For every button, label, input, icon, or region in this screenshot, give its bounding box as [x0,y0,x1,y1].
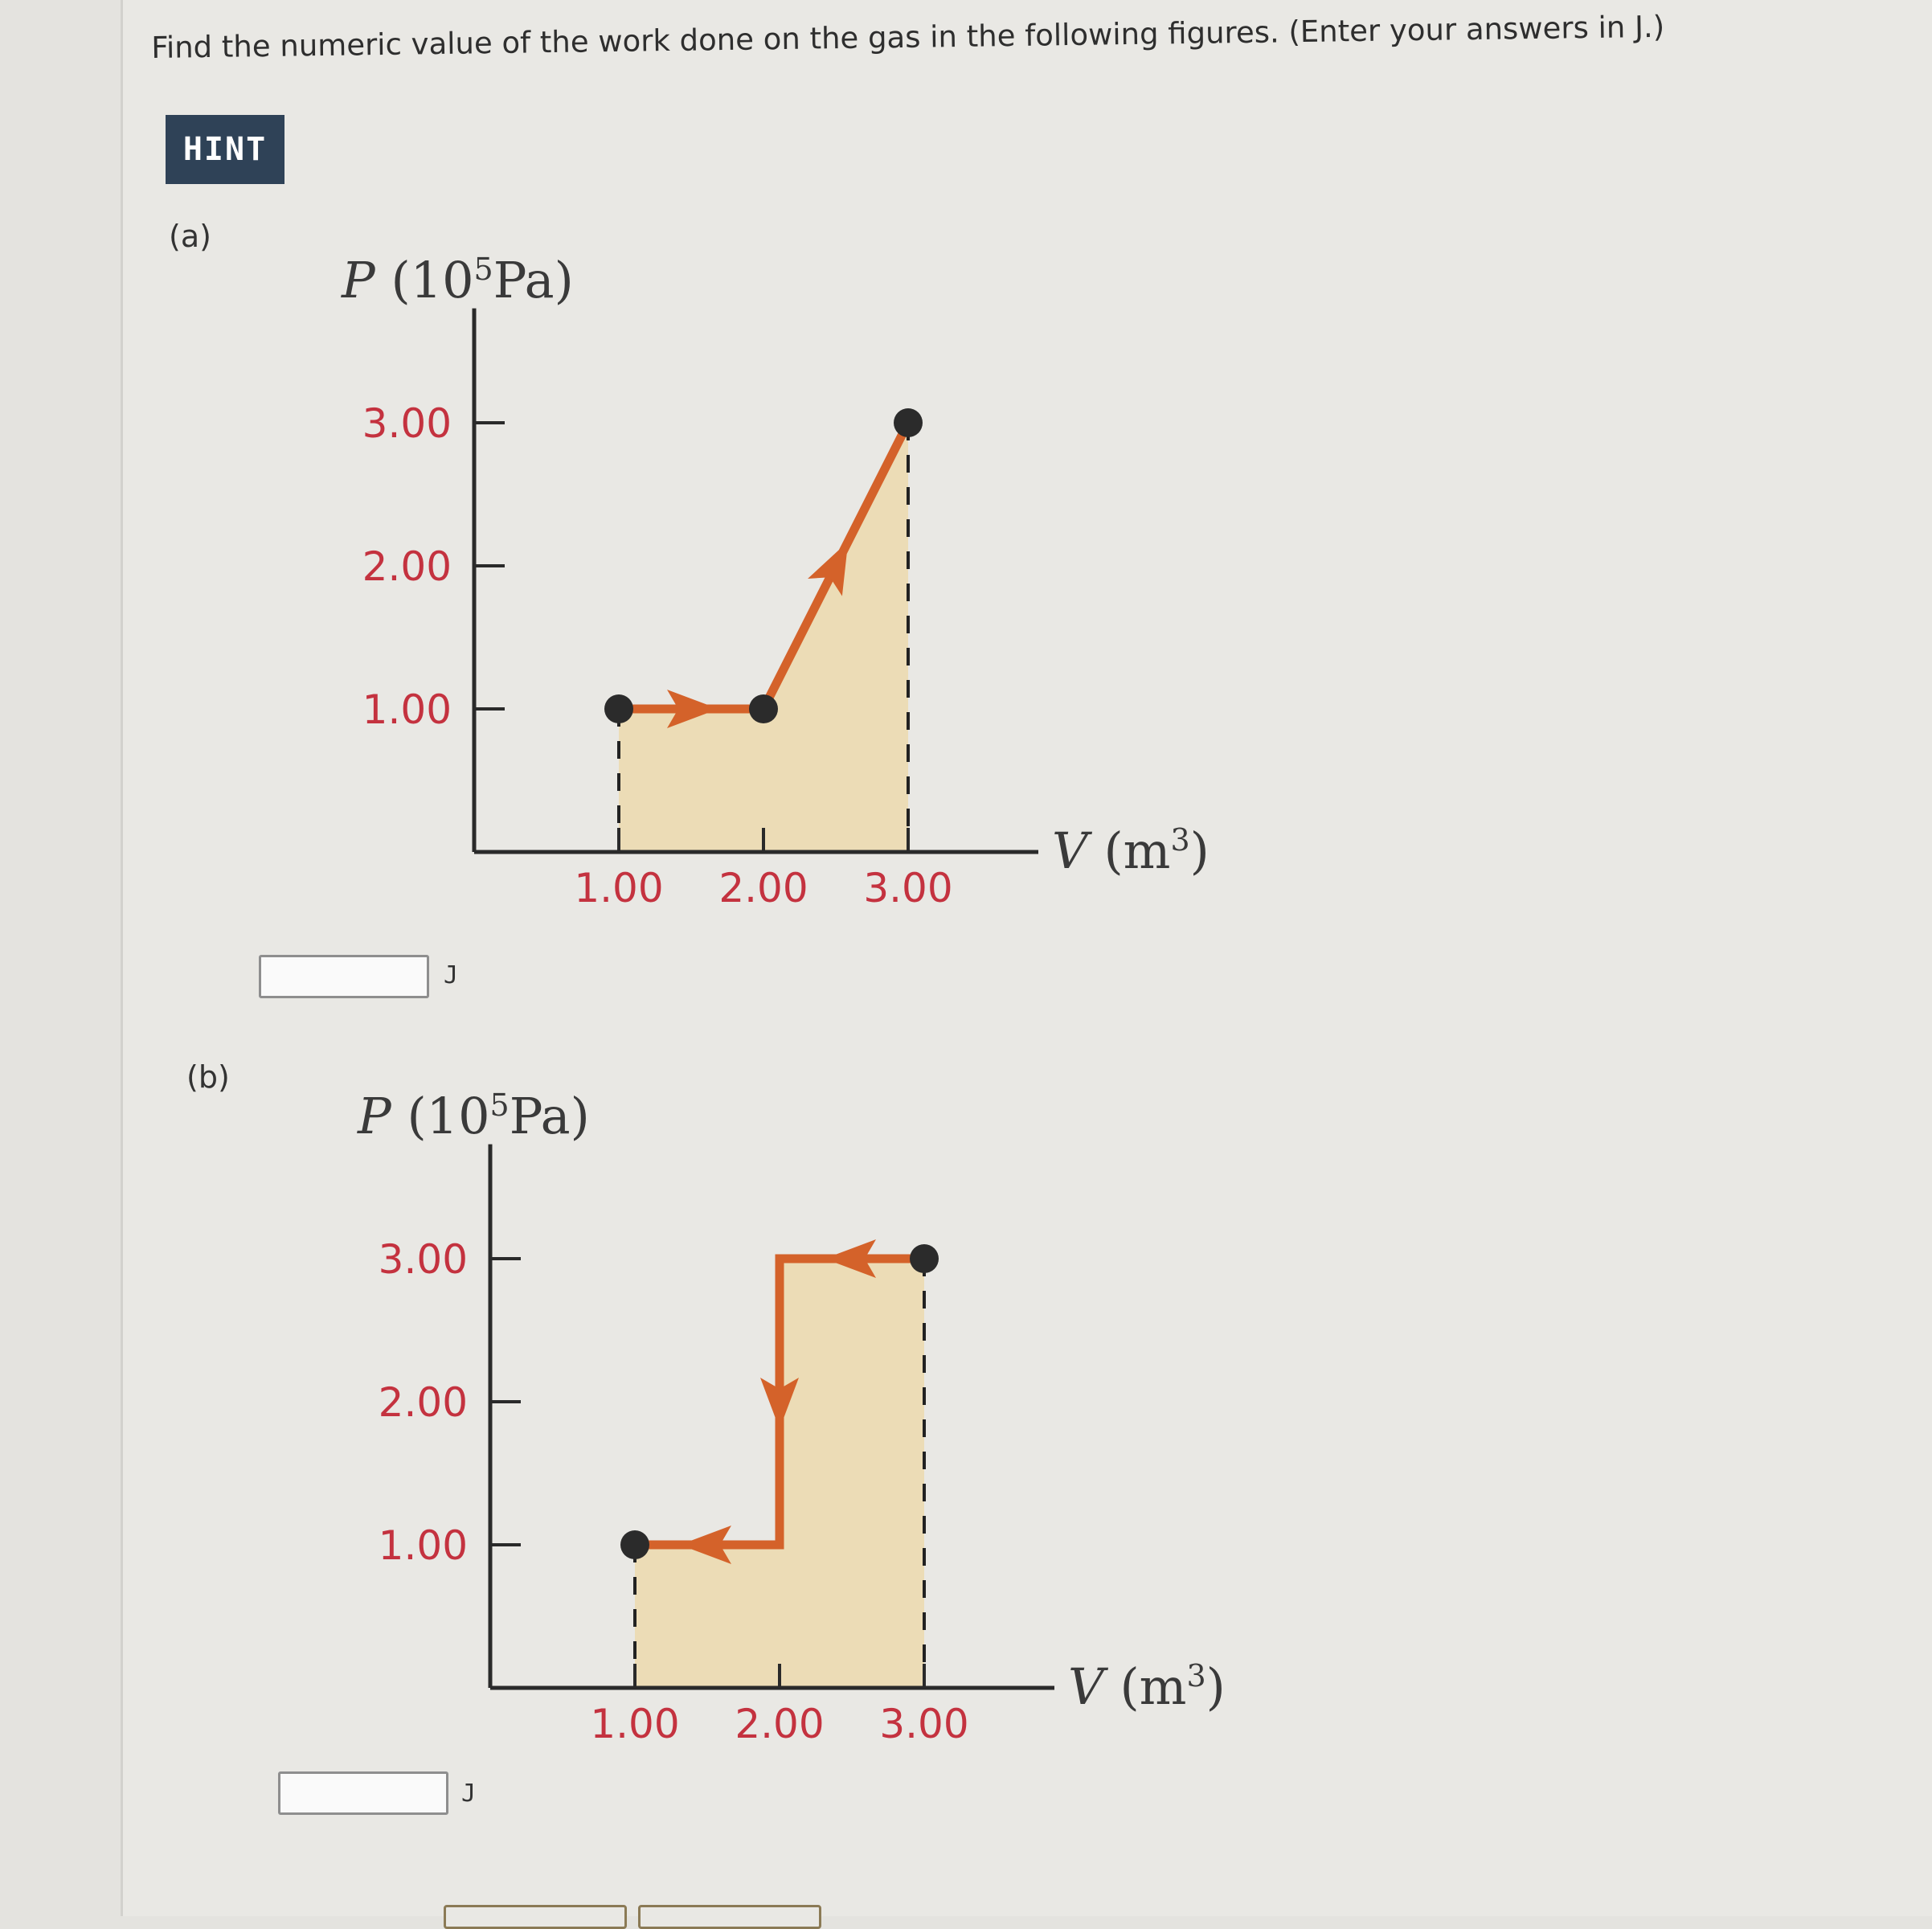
state-point-b-1 [620,1530,649,1559]
p-axis-title-b: P $(10^5Pa)$ [358,1087,590,1145]
answer-input-b[interactable] [278,1771,448,1815]
hint-button[interactable]: HINT [166,115,284,184]
x-tick-label-b-0: 1.00 [590,1701,680,1747]
y-tick-label-a-2: 1.00 [362,686,452,733]
pv-graph-b [321,1045,1286,1768]
state-point-b-0 [910,1244,939,1273]
x-tick-label-b-2: 3.00 [879,1701,969,1747]
x-tick-label-b-1: 2.00 [735,1701,825,1747]
state-point-a-0 [604,694,633,723]
shaded-area-a [619,423,908,852]
y-tick-label-b-1: 2.00 [378,1379,468,1426]
question-text: Find the numeric value of the work done on the gas in the following figures. (Enter your answers in J.) [151,9,1665,65]
partial-button-2[interactable] [638,1905,821,1929]
answer-input-a[interactable] [259,955,429,998]
part-b-label: (b) [186,1059,230,1095]
x-tick-label-a-1: 2.00 [718,865,808,911]
x-tick-label-a-0: 1.00 [574,865,664,911]
partial-button-1[interactable] [444,1905,627,1929]
v-axis-title-a: V $(m^3)$ [1052,821,1210,880]
p-axis-title-a: P $(10^5Pa)$ [342,251,574,309]
y-tick-label-b-2: 1.00 [378,1522,468,1569]
x-tick-label-a-2: 3.00 [863,865,953,911]
y-tick-label-b-0: 3.00 [378,1236,468,1283]
unit-label-b: J [461,1780,477,1808]
part-a-label: (a) [169,219,211,254]
v-axis-title-b: V $(m^3)$ [1068,1657,1226,1716]
pv-graph-a [305,209,1270,932]
y-tick-label-a-1: 2.00 [362,543,452,590]
state-point-a-mid [749,694,778,723]
unit-label-a: J [444,961,459,989]
y-tick-label-a-0: 3.00 [362,400,452,447]
state-point-a-1 [894,408,923,437]
